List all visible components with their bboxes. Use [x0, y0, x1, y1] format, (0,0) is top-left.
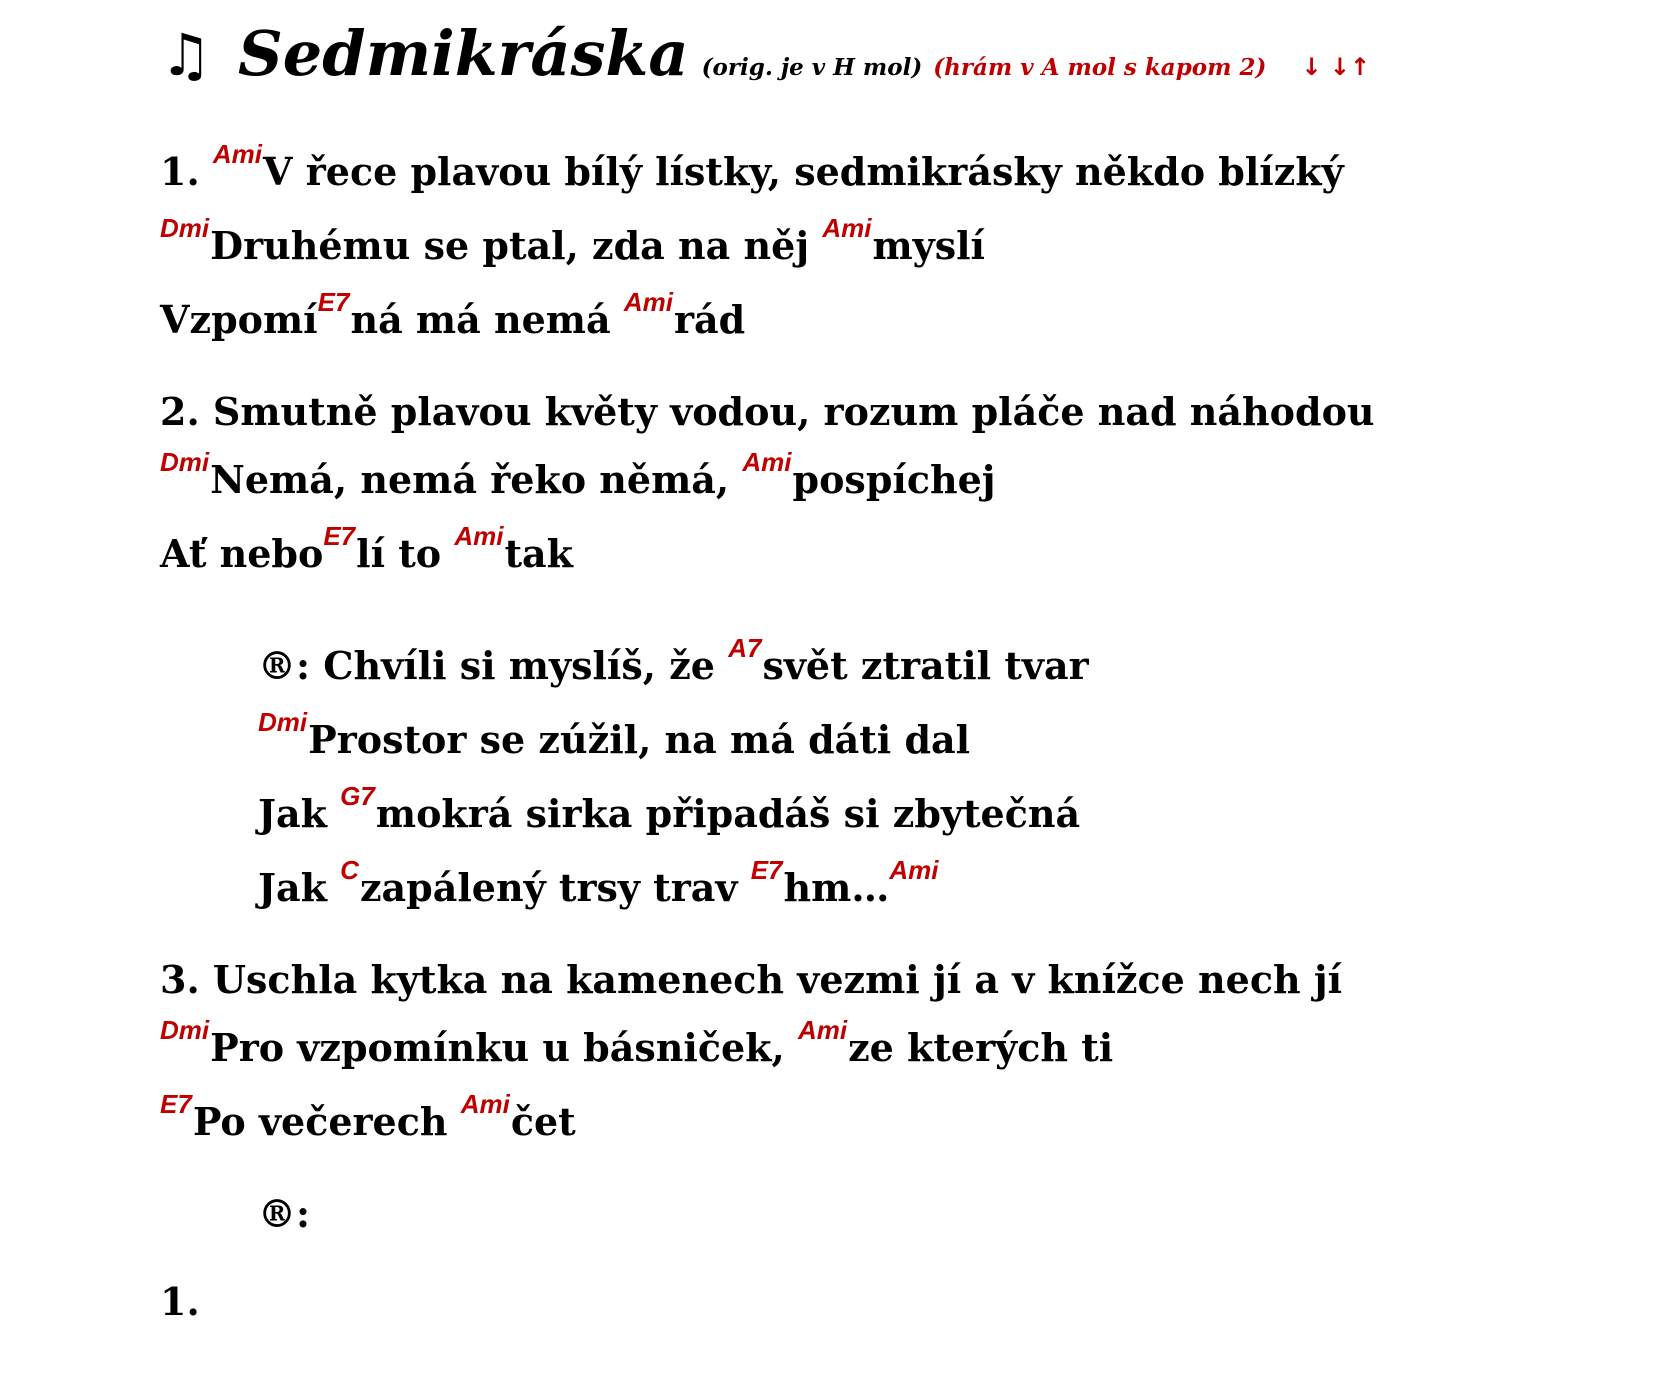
- chord: A7: [728, 633, 762, 663]
- verse3-line3: [160, 1089, 576, 1150]
- chorus-line2: [258, 707, 971, 768]
- verse1-line1: [160, 139, 1344, 200]
- chord: E7: [317, 287, 350, 317]
- lyric: ®:: [258, 1191, 311, 1236]
- chord: Ami: [454, 521, 504, 551]
- chord: Dmi: [258, 707, 308, 737]
- lyric: čet: [510, 1099, 576, 1144]
- chord: C: [340, 855, 359, 885]
- capo-note: (hrám v A mol s kapom 2): [933, 54, 1267, 81]
- lyric: Pro vzpomínku u básniček,: [210, 1025, 798, 1070]
- verse3-line1: [160, 956, 1342, 1004]
- lyric: ®: Chvíli si myslíš, že: [258, 643, 729, 688]
- lyric: rád: [673, 297, 746, 342]
- title-row: [160, 14, 1370, 110]
- chord: Dmi: [160, 447, 210, 477]
- lyric: myslí: [872, 223, 985, 268]
- lyric: hm…: [783, 865, 890, 910]
- chord: Ami: [822, 213, 872, 243]
- chord: Ami: [889, 855, 939, 885]
- lyric: Jak: [258, 791, 341, 836]
- lyric: 3. Uschla kytka na kamenech vezmi jí a v knížce nech jí: [160, 957, 1343, 1002]
- lyric: 2. Smutně plavou květy vodou, rozum pláče nad náhodou: [160, 389, 1375, 434]
- lyric: ná má nemá: [350, 297, 624, 342]
- lyric: Prostor se zúžil, na má dáti dal: [308, 717, 971, 762]
- verse-reference: [160, 1278, 200, 1326]
- lyric: tak: [504, 531, 574, 576]
- lyric: Jak: [258, 865, 341, 910]
- lyric: Ať nebo: [160, 531, 324, 576]
- chord: E7: [160, 1089, 192, 1119]
- original-key-note: (orig. je v H mol): [701, 54, 923, 81]
- chord: E7: [750, 855, 783, 885]
- chord: Ami: [460, 1089, 510, 1119]
- verse-number: 1.: [160, 149, 213, 194]
- chord: Ami: [212, 139, 263, 169]
- lyric: Druhému se ptal, zda na něj: [210, 223, 823, 268]
- lyric: lí to: [356, 531, 455, 576]
- lyric: Nemá, nemá řeko němá,: [210, 457, 743, 502]
- chorus-line4: [258, 855, 939, 916]
- music-note-icon: ♫: [160, 21, 212, 89]
- verse2-line3: [160, 521, 574, 582]
- song-title: Sedmikráska: [238, 17, 689, 90]
- lyric: svět ztratil tvar: [762, 643, 1089, 688]
- verse1-line3: [160, 287, 746, 348]
- verse2-line1: [160, 388, 1375, 436]
- chord: G7: [340, 781, 375, 811]
- lyric: zapálený trsy trav: [359, 865, 751, 910]
- strum-pattern-arrows-icon: ↓ ↓↑: [1301, 53, 1371, 81]
- chord: Dmi: [160, 213, 210, 243]
- chord: Ami: [623, 287, 673, 317]
- lyric: ze kterých ti: [848, 1025, 1114, 1070]
- lyric: V řece plavou bílý lístky, sedmikrásky někdo blízký: [263, 149, 1344, 194]
- chord: E7: [323, 521, 356, 551]
- chord: Ami: [742, 447, 792, 477]
- lyric: Vzpomí: [160, 297, 318, 342]
- verse2-line2: [160, 447, 996, 508]
- lyric: Po večerech: [192, 1099, 461, 1144]
- verse3-line2: [160, 1015, 1114, 1076]
- chorus-line3: [258, 781, 1081, 842]
- chord: Ami: [797, 1015, 848, 1045]
- lyric: mokrá sirka připadáš si zbytečná: [375, 791, 1081, 836]
- chorus-line1: [258, 633, 1089, 694]
- lyric: pospíchej: [792, 457, 996, 502]
- verse1-line2: [160, 213, 985, 274]
- lyric: 1.: [160, 1279, 200, 1324]
- chord: Dmi: [160, 1015, 210, 1045]
- chorus-reference: [258, 1190, 310, 1238]
